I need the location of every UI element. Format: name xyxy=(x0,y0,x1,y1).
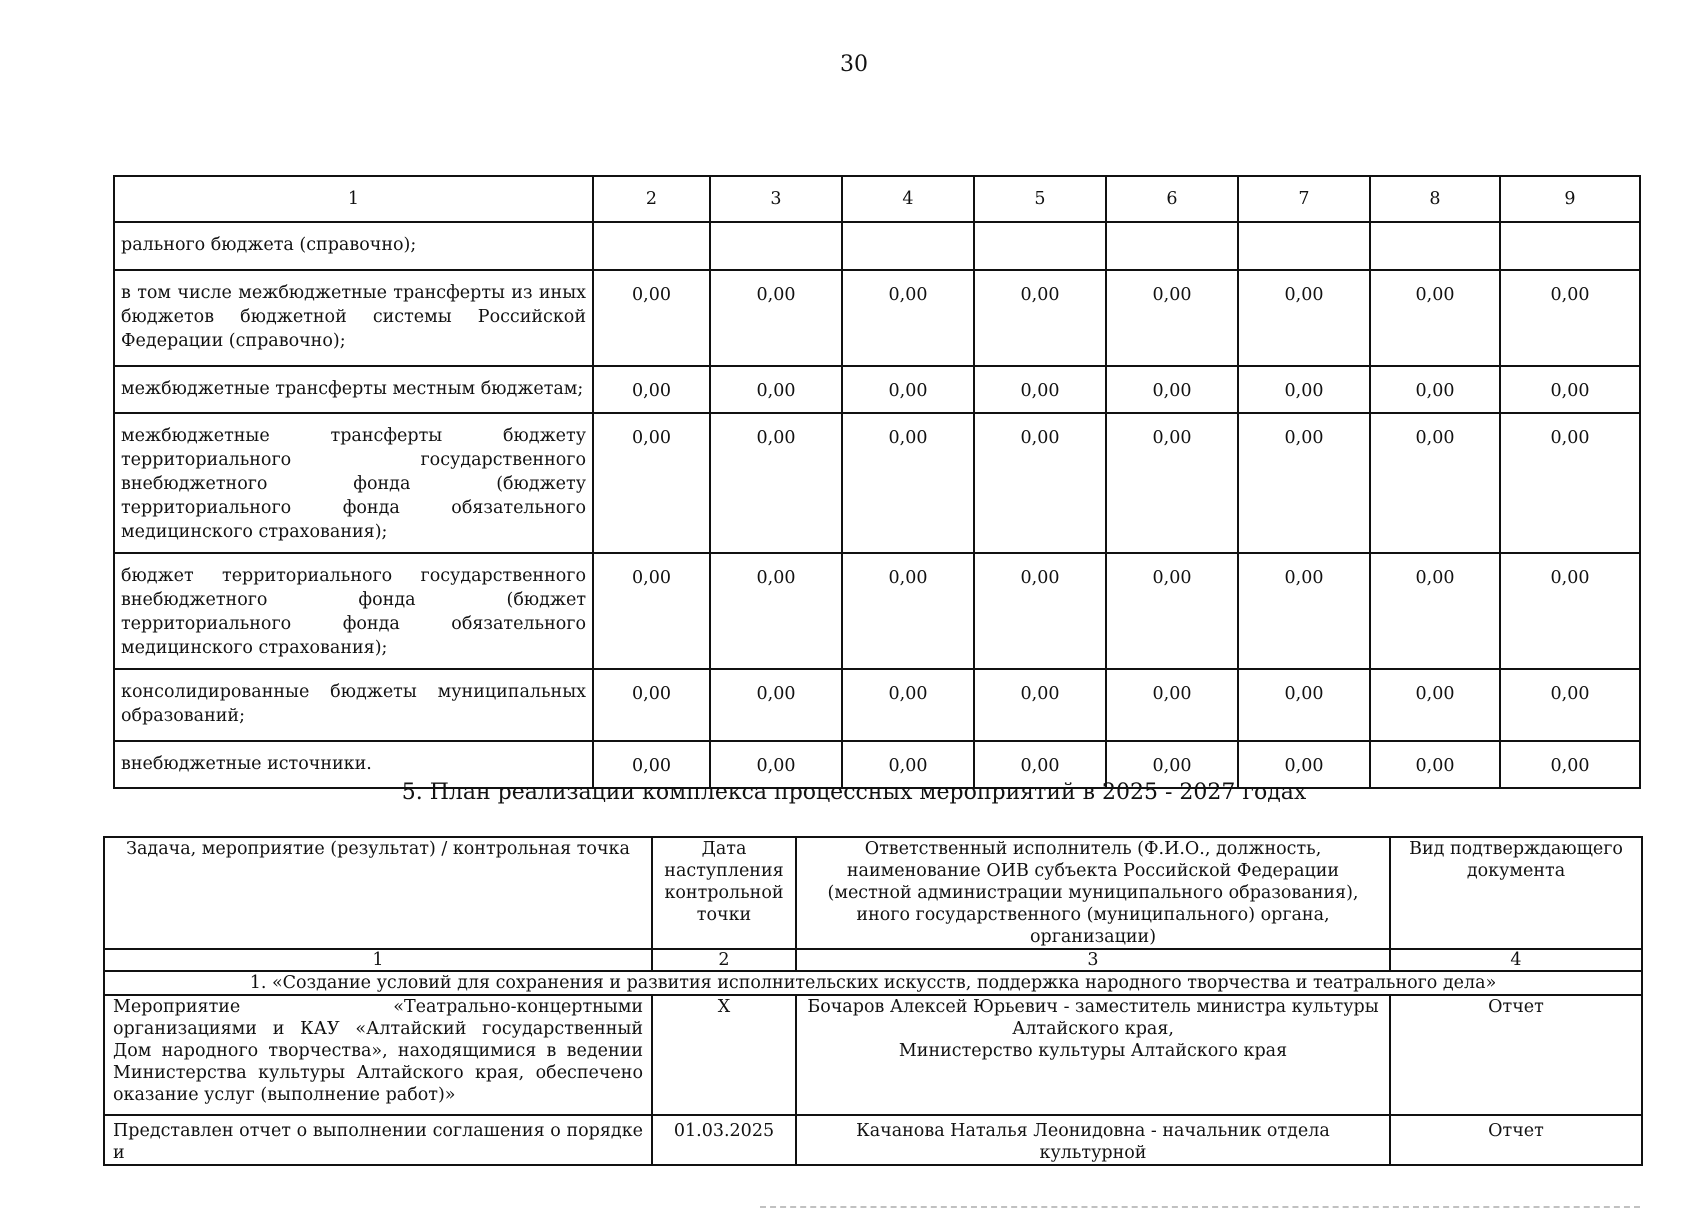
value-cell xyxy=(710,222,842,270)
value-cell: 0,00 xyxy=(1500,413,1640,553)
row-label: межбюджетные трансферты бюджету территориального государственного внебюджетного фонда (бюджету территориального фонда обязательного медицинского страхования); xyxy=(114,413,593,553)
column-number: 3 xyxy=(796,949,1390,971)
value-cell: 0,00 xyxy=(710,669,842,741)
control-date: 01.03.2025 xyxy=(652,1115,796,1165)
column-header: 4 xyxy=(842,176,974,222)
event-name: Представлен отчет о выполнении соглашения о порядке и xyxy=(104,1115,652,1165)
value-cell: 0,00 xyxy=(710,741,842,788)
column-header: 2 xyxy=(593,176,710,222)
value-cell: 0,00 xyxy=(1370,366,1500,413)
value-cell: 0,00 xyxy=(974,366,1106,413)
column-header: 8 xyxy=(1370,176,1500,222)
row-label: в том числе межбюджетные трансферты из иных бюджетов бюджетной системы Российской Федерации (справочно); xyxy=(114,270,593,366)
value-cell xyxy=(593,222,710,270)
value-cell: 0,00 xyxy=(1370,270,1500,366)
value-cell: 0,00 xyxy=(1370,553,1500,669)
value-cell: 0,00 xyxy=(1238,553,1370,669)
value-cell xyxy=(1370,222,1500,270)
column-header: Задача, мероприятие (результат) / контрольная точка xyxy=(104,837,652,949)
value-cell: 0,00 xyxy=(710,366,842,413)
value-cell: 0,00 xyxy=(593,366,710,413)
task-row xyxy=(104,971,1642,995)
value-cell: 0,00 xyxy=(1238,669,1370,741)
value-cell xyxy=(1500,222,1640,270)
value-cell: 0,00 xyxy=(842,553,974,669)
value-cell: 0,00 xyxy=(710,553,842,669)
value-cell xyxy=(974,222,1106,270)
page-number: 30 xyxy=(840,52,868,77)
value-cell: 0,00 xyxy=(710,270,842,366)
section-title: 5. План реализации комплекса процессных мероприятий в 2025 - 2027 годах xyxy=(401,780,1307,805)
row-label: внебюджетные источники. xyxy=(114,741,593,788)
value-cell: 0,00 xyxy=(1500,741,1640,788)
scan-artifact xyxy=(760,1206,1640,1210)
value-cell: 0,00 xyxy=(593,270,710,366)
value-cell: 0,00 xyxy=(1500,669,1640,741)
column-header: Дата наступления контрольной точки xyxy=(652,837,796,949)
row-label: бюджет территориального государственного внебюджетного фонда (бюджет территориального фонда обязательного медицинского страхования); xyxy=(114,553,593,669)
value-cell: 0,00 xyxy=(1106,366,1238,413)
column-number: 2 xyxy=(652,949,796,971)
column-header: 9 xyxy=(1500,176,1640,222)
value-cell: 0,00 xyxy=(1238,741,1370,788)
table-row xyxy=(114,669,1640,741)
document-type: Отчет xyxy=(1390,1115,1642,1165)
value-cell: 0,00 xyxy=(1106,270,1238,366)
value-cell: 0,00 xyxy=(1370,413,1500,553)
value-cell: 0,00 xyxy=(1106,741,1238,788)
row-label: консолидированные бюджеты муниципальных образований; xyxy=(114,669,593,741)
executor-cell xyxy=(796,1115,1390,1165)
executor-line: Министерство культуры Алтайского края xyxy=(898,1041,1288,1061)
value-cell: 0,00 xyxy=(974,741,1106,788)
value-cell: 0,00 xyxy=(710,413,842,553)
column-header: 5 xyxy=(974,176,1106,222)
table-row xyxy=(104,1115,1642,1165)
value-cell xyxy=(842,222,974,270)
event-name: Мероприятие «Театрально-концертными организациями и КАУ «Алтайский государственный Дом народного творчества», находящимися в ведении Министерства культуры Алтайского края, обеспечено оказание услуг (выполнение работ)» xyxy=(104,995,652,1115)
value-cell: 0,00 xyxy=(842,669,974,741)
column-number-row xyxy=(104,949,1642,971)
table-row xyxy=(104,995,1642,1115)
row-label: межбюджетные трансферты местным бюджетам; xyxy=(114,366,593,413)
column-header: 7 xyxy=(1238,176,1370,222)
value-cell xyxy=(1238,222,1370,270)
table-row xyxy=(114,222,1640,270)
plan-table xyxy=(103,836,1643,1166)
column-number: 1 xyxy=(104,949,652,971)
value-cell: 0,00 xyxy=(842,366,974,413)
value-cell: 0,00 xyxy=(1238,413,1370,553)
executor-line: Бочаров Алексей Юрьевич - заместитель министра культуры xyxy=(807,997,1379,1017)
value-cell: 0,00 xyxy=(593,741,710,788)
control-date: X xyxy=(652,995,796,1115)
value-cell: 0,00 xyxy=(1238,366,1370,413)
column-header: Вид подтверждающего документа xyxy=(1390,837,1642,949)
value-cell: 0,00 xyxy=(1106,669,1238,741)
value-cell: 0,00 xyxy=(974,553,1106,669)
column-header: 3 xyxy=(710,176,842,222)
value-cell: 0,00 xyxy=(593,413,710,553)
value-cell xyxy=(1106,222,1238,270)
executor-line: Алтайского края, xyxy=(1012,1019,1174,1039)
table-row xyxy=(114,413,1640,553)
column-header: Ответственный исполнитель (Ф.И.О., должность, наименование ОИВ субъекта Российской Федерации (местной администрации муниципального образования), иного государственного (муниципального) органа, организации) xyxy=(796,837,1390,949)
value-cell: 0,00 xyxy=(1500,270,1640,366)
value-cell: 0,00 xyxy=(1106,553,1238,669)
table-row xyxy=(114,270,1640,366)
value-cell: 0,00 xyxy=(974,413,1106,553)
value-cell: 0,00 xyxy=(842,741,974,788)
executor-line: Качанова Наталья Леонидовна - начальник отдела культурной xyxy=(856,1121,1330,1163)
row-label: рального бюджета (справочно); xyxy=(114,222,593,270)
value-cell: 0,00 xyxy=(593,553,710,669)
table-row xyxy=(114,366,1640,413)
value-cell: 0,00 xyxy=(974,669,1106,741)
task-title: 1. «Создание условий для сохранения и развития исполнительских искусств, поддержка народного творчества и театрального дела» xyxy=(104,971,1642,995)
column-number: 4 xyxy=(1390,949,1642,971)
value-cell: 0,00 xyxy=(842,270,974,366)
value-cell: 0,00 xyxy=(1370,669,1500,741)
document-type: Отчет xyxy=(1390,995,1642,1115)
plan-header-row xyxy=(104,837,1642,949)
column-header: 6 xyxy=(1106,176,1238,222)
finance-table xyxy=(113,175,1641,789)
finance-header-row xyxy=(114,176,1640,222)
value-cell: 0,00 xyxy=(593,669,710,741)
value-cell: 0,00 xyxy=(1370,741,1500,788)
value-cell: 0,00 xyxy=(1106,413,1238,553)
value-cell: 0,00 xyxy=(1238,270,1370,366)
column-header: 1 xyxy=(114,176,593,222)
table-row xyxy=(114,553,1640,669)
value-cell: 0,00 xyxy=(1500,366,1640,413)
value-cell: 0,00 xyxy=(974,270,1106,366)
value-cell: 0,00 xyxy=(842,413,974,553)
executor-cell xyxy=(796,995,1390,1115)
value-cell: 0,00 xyxy=(1500,553,1640,669)
